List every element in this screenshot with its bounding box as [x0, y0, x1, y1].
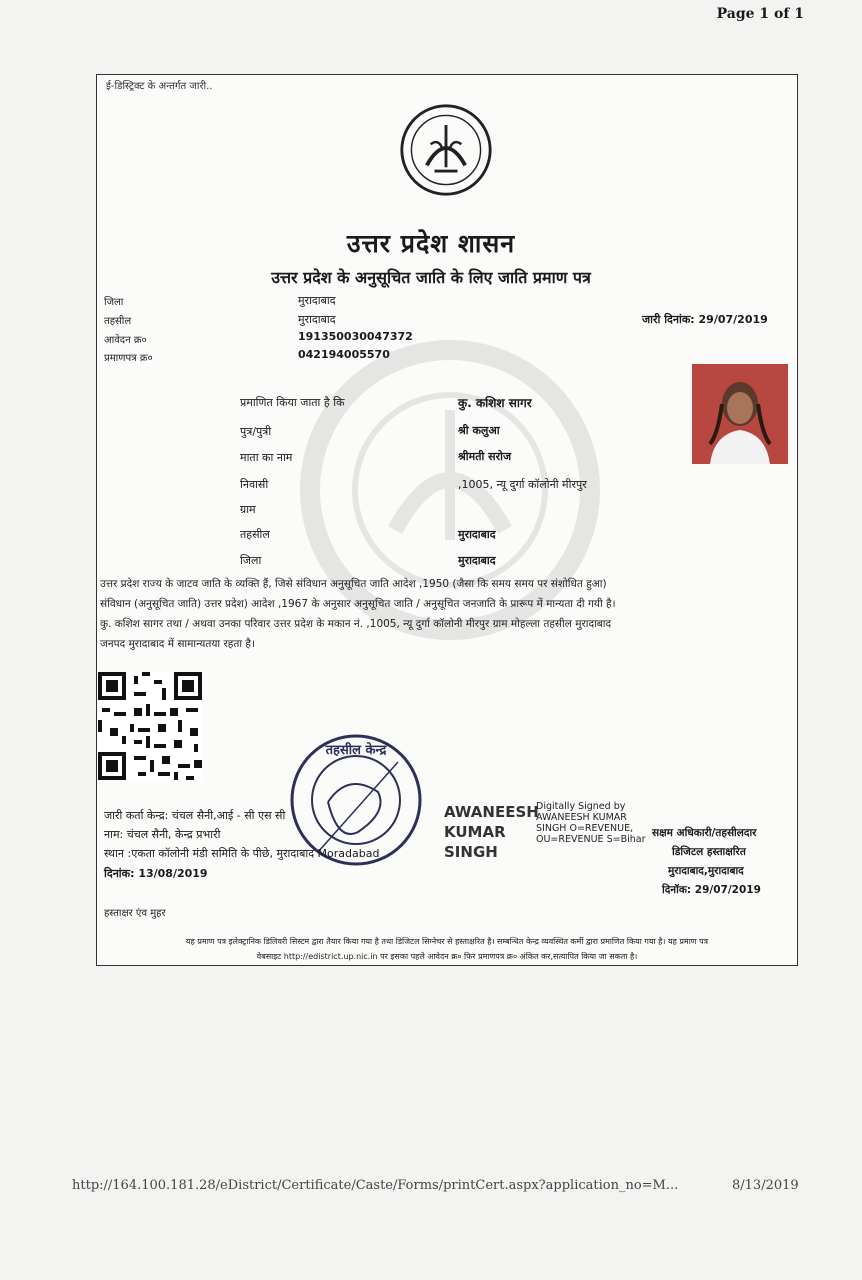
body-line: जनपद मुरादाबाद में सामान्यतया रहता है। [100, 638, 255, 650]
detail-value: कु. कशिश सागर [458, 396, 532, 410]
footer-date: 8/13/2019 [732, 1178, 799, 1193]
page-header: Page 1 of 1 [716, 6, 804, 22]
digital-sign-line: OU=REVENUE S=Bihar [536, 834, 646, 845]
detail-label: तहसील [240, 528, 270, 541]
detail-label: जिला [240, 554, 262, 567]
issuer-location: स्थान :एकता कॉलोनी मंडी समिति के पीछे, मुरादाबाद Moradabad [104, 847, 380, 860]
detail-label: पुत्र/पुत्री [240, 425, 272, 438]
detail-value: ,1005, न्यू दुर्गा कॉलोनी मीरपुर [458, 478, 587, 491]
detail-label: निवासी [240, 478, 269, 491]
footnote-line: वेबसाइट http://edistrict.up.nic.in पर इसका पहले आवेदन क्र० फिर प्रमाणपत्र क्र० अंकित कर,सत्यापित किया जा सकता है। [256, 952, 638, 961]
seal-text: तहसील केन्द्र [325, 743, 387, 758]
issue-date-value: 29/07/2019 [698, 313, 768, 326]
sign-stamp-label: हस्ताक्षर एंव मुहर [104, 908, 166, 919]
title-sub: उत्तर प्रदेश के अनुसूचित जाति के लिए जाति प्रमाण पत्र [271, 268, 591, 287]
digital-sign-name: AWANEESH KUMAR SINGH [444, 803, 539, 861]
body-line: कु. कशिश सागर तथा / अथवा उनका परिवार उत्तर प्रदेश के मकान नं. ,1005, न्यू दुर्गा कॉलोनी मीरपुर ग्राम मोहल्ला तहसील मुरादाबाद [100, 618, 612, 630]
application-label: आवेदन क्र० [104, 335, 147, 346]
footnote-line: यह प्रमाण पत्र इलेक्ट्रानिक डिलिवरी सिस्टम द्वारा तैयार किया गया है तथा डिजिटल सिग्नेचर से हस्ताक्षरित है। सम्बन्धित केन्द्र व्यवस्थित कर्मी द्वारा प्रमाणित किया गया है। यह प्रमाण पत्र [185, 937, 709, 946]
authority-title: सक्षम अधिकारी/तहसीलदार [652, 827, 757, 839]
authority-digital: डिजिटल हस्ताक्षरित [672, 846, 746, 858]
digital-sign-line: Digitally Signed by [536, 801, 626, 812]
authority-date: दिनॉक: 29/07/2019 [662, 884, 761, 896]
detail-label: ग्राम [240, 503, 256, 516]
issuer-date: दिनांक: 13/08/2019 [104, 867, 208, 880]
tehsil-label: तहसील [104, 316, 132, 327]
issue-date [642, 312, 768, 327]
issuer-center: जारी कर्ता केन्द्र: चंचल सैनी,आई - सी एस सी [104, 809, 286, 822]
detail-value: मुरादाबाद [458, 528, 496, 541]
top-note: ई-डिस्ट्रिक्ट के अन्तर्गत जारी.. [106, 81, 213, 92]
digital-sign-details [536, 801, 645, 845]
district-label: जिला [104, 297, 124, 308]
issue-date-label: जारी दिनांक: [642, 313, 695, 326]
detail-label: प्रमाणित किया जाता है कि [240, 396, 345, 409]
person-photo-icon [692, 364, 788, 464]
qr-code-icon [98, 672, 202, 780]
body-line: उत्तर प्रदेश राज्य के जाटव जाति के व्यक्ति हैं, जिसे संविधान अनुसूचित जाति आदेश ,1950 (जैसा कि समय समय पर संशोधित हुआ) [100, 578, 607, 590]
digital-sign-line: AWANEESH KUMAR [536, 812, 627, 823]
footer-url: http://164.100.181.28/eDistrict/Certificate/Caste/Forms/printCert.aspx?application_no=M... [72, 1178, 679, 1193]
detail-value: श्री कलुआ [458, 424, 500, 437]
tehsil-value: मुरादाबाद [298, 313, 336, 326]
certificate-label: प्रमाणपत्र क्र० [104, 353, 153, 364]
certificate-value: 042194005570 [298, 348, 390, 361]
district-value: मुरादाबाद [298, 294, 336, 307]
authority-place: मुरादाबाद,मुरादाबाद [668, 865, 744, 877]
issuer-name: नाम: चंचल सैनी, केन्द्र प्रभारी [104, 828, 221, 841]
detail-value: श्रीमती सरोज [458, 450, 512, 463]
application-value: 191350030047372 [298, 330, 413, 343]
detail-value: मुरादाबाद [458, 554, 496, 567]
body-line: संविधान (अनुसूचित जाति) उत्तर प्रदेश) आदेश ,1967 के अनुसार अनुसूचित जाति / अनुसूचित जनजाति के प्रारूप में मान्यता दी गयी है। [100, 598, 616, 610]
up-government-emblem-icon [398, 102, 494, 198]
digital-sign-line: SINGH O=REVENUE, [536, 823, 634, 834]
applicant-photo [692, 364, 788, 464]
title-main: उत्तर प्रदेश शासन [346, 229, 516, 258]
detail-label: माता का नाम [240, 451, 293, 464]
